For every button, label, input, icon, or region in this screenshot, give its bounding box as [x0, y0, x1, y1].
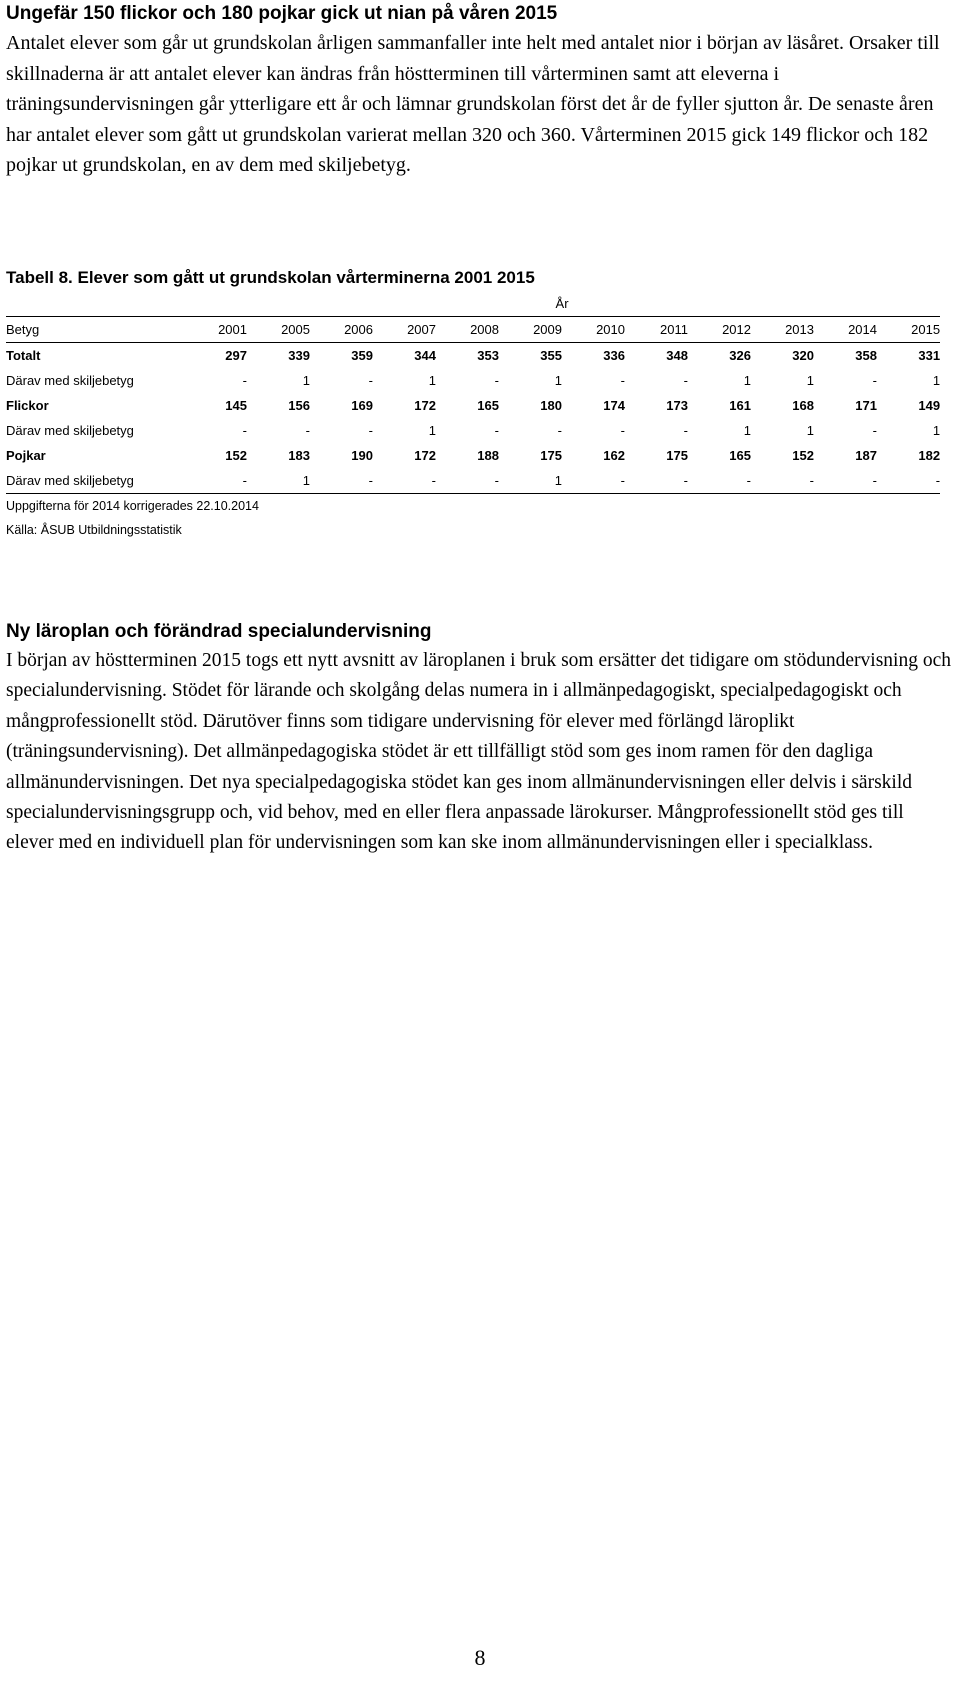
- table-cell: 180: [540, 398, 562, 413]
- table-year-group-label: År: [184, 292, 940, 317]
- table-row-label: Flickor: [6, 398, 49, 413]
- table-year-header: 2005: [247, 317, 310, 343]
- table-cell: 152: [792, 448, 814, 463]
- table-cell: -: [184, 468, 247, 494]
- table-cell: 172: [414, 398, 436, 413]
- table-cell: -: [242, 423, 247, 438]
- table-cell: 297: [225, 348, 247, 363]
- table-cell: -: [872, 423, 877, 438]
- table-cell: -: [872, 373, 877, 388]
- table-year-header: 2009: [499, 317, 562, 343]
- table-cell: 1: [743, 423, 751, 438]
- table-row-total: [6, 343, 940, 369]
- table-year-header: 2011: [625, 317, 688, 343]
- table-cell: -: [562, 468, 625, 494]
- table-cell: 353: [477, 348, 499, 363]
- table-row-skiljebetyg: [6, 368, 940, 393]
- table-cell: -: [305, 423, 310, 438]
- table-cell: 1: [806, 423, 814, 438]
- table-year-header: 2010: [562, 317, 625, 343]
- table-year-header: 2012: [688, 317, 751, 343]
- table-cell: 149: [918, 398, 941, 413]
- table-cell: 168: [792, 398, 814, 413]
- table-cell: 358: [855, 348, 877, 363]
- table-cell: -: [368, 423, 373, 438]
- table-source: Källa: ÅSUB Utbildningsstatistik: [6, 523, 182, 537]
- table-cell: 1: [302, 373, 310, 388]
- table-cell: 1: [428, 423, 436, 438]
- table-cell: 162: [603, 448, 625, 463]
- table-cell: -: [814, 468, 877, 494]
- table-cell: -: [436, 468, 499, 494]
- table-cell: 145: [225, 398, 247, 413]
- table-cell: -: [751, 468, 814, 494]
- table-year-header: 2008: [436, 317, 499, 343]
- table-cell: 175: [666, 448, 688, 463]
- table-year-header: 2015: [877, 317, 940, 343]
- table-row-total: [6, 443, 940, 468]
- table-row-label: Pojkar: [6, 448, 46, 463]
- table-year-group-row: [6, 292, 940, 317]
- table-cell: -: [310, 468, 373, 494]
- table-cell: 156: [288, 398, 310, 413]
- table-cell: 339: [288, 348, 310, 363]
- table-cell: 1: [743, 373, 751, 388]
- table-cell: 1: [932, 423, 941, 438]
- table-cell: 171: [855, 398, 877, 413]
- section-heading-graduates: Ungefär 150 flickor och 180 pojkar gick ut nian på våren 2015: [6, 3, 558, 24]
- table-cell: 169: [351, 398, 373, 413]
- table-cell: -: [620, 423, 625, 438]
- table-row-skiljebetyg: [6, 468, 940, 494]
- table-cell: 187: [855, 448, 877, 463]
- table-cell: 1: [554, 373, 562, 388]
- table-title: Tabell 8. Elever som gått ut grundskolan vårterminerna 2001 2015: [6, 268, 535, 287]
- table-cell: -: [368, 373, 373, 388]
- table-cell: 173: [666, 398, 688, 413]
- table-cell: 161: [729, 398, 751, 413]
- table-cell: 336: [603, 348, 625, 363]
- table-year-header: 2014: [814, 317, 877, 343]
- table-row-skiljebetyg: [6, 418, 940, 443]
- table-header-row: [6, 317, 940, 343]
- table-note: Uppgifterna för 2014 korrigerades 22.10.2014: [6, 499, 259, 513]
- table-cell: 188: [477, 448, 499, 463]
- table-cell: -: [683, 373, 688, 388]
- table-cell: 331: [918, 348, 941, 363]
- table-cell: 1: [806, 373, 814, 388]
- table-corner-cell: [6, 292, 184, 317]
- table-cell: 1: [932, 373, 941, 388]
- table-cell: -: [620, 373, 625, 388]
- table-cell: 174: [603, 398, 625, 413]
- table-cell: -: [625, 468, 688, 494]
- table-body: [6, 343, 940, 494]
- table-cell: 182: [918, 448, 941, 463]
- graduates-table: [6, 292, 940, 542]
- table-cell: 355: [540, 348, 562, 363]
- table-cell: 165: [477, 398, 499, 413]
- table-cell: 348: [666, 348, 688, 363]
- table-cell: 326: [729, 348, 751, 363]
- table-year-header: 2001: [184, 317, 247, 343]
- table-year-header: 2013: [751, 317, 814, 343]
- table-cell: -: [683, 423, 688, 438]
- table-row-total: [6, 393, 940, 418]
- table-cell: 190: [351, 448, 373, 463]
- table-row-label: Därav med skiljebetyg: [6, 373, 134, 388]
- table-cell: 344: [414, 348, 436, 363]
- body-paragraph-curriculum: I början av höstterminen 2015 togs ett nytt avsnitt av läroplanen i bruk som ersätter det tidigare om stödundervisning och specialundervisning. Stödet för lärande och skolgång delas numera in i allmänpedagogiskt, specialpedagogiskt och mångprofessionellt stöd. Därutöver finns som tidigare undervisning för elever med förlängd läroplikt (träningsundervisning). Det allmänpedagogiska stödet är ett tillfälligt stöd som ges inom ramen för den dagliga allmänundervisningen. Det nya specialpedagogiska stödet kan ges inom allmänundervisningen eller delvis i särskild specialundervisningsgrupp och, vid behov, med en eller flera anpassade lärokurser. Mångprofessionellt stöd ges till elever med en individuell plan för undervisningen som kan ske inom allmänundervisningen eller i specialklass.: [6, 650, 952, 854]
- table-row-header-label: Betyg: [6, 317, 184, 343]
- table-cell: 1: [247, 468, 310, 494]
- table-cell: 165: [729, 448, 751, 463]
- table-cell: 183: [288, 448, 310, 463]
- table-cell: 152: [225, 448, 247, 463]
- table-cell: 359: [351, 348, 373, 363]
- table-cell: -: [557, 423, 562, 438]
- table-cell: 172: [414, 448, 436, 463]
- table-cell: 1: [499, 468, 562, 494]
- table-cell: 1: [428, 373, 436, 388]
- table-cell: 175: [540, 448, 562, 463]
- table-cell: -: [877, 468, 940, 494]
- table-row-label: Totalt: [6, 348, 41, 363]
- body-paragraph-graduates: Antalet elever som går ut grundskolan årligen sammanfaller inte helt med antalet nior i början av läsåret. Orsaker till skillnaderna är att antalet elever kan ändras från höstterminen till vårterminen samt att eleverna i träningsundervisningen går ytterligare ett år och lämnar grundskolan först det år de fyller sjutton år. De senaste åren har antalet elever som gått ut grundskolan varierat mellan 320 och 360. Vårterminen 2015 gick 149 flickor och 182 pojkar ut grundskolan, en av dem med skiljebetyg.: [6, 32, 940, 177]
- table-cell: 320: [792, 348, 814, 363]
- table-cell: -: [688, 468, 751, 494]
- table-row-label: Därav med skiljebetyg: [6, 423, 134, 438]
- table-cell: -: [494, 373, 499, 388]
- table-row-label: Därav med skiljebetyg: [6, 468, 184, 494]
- table-cell: -: [242, 373, 247, 388]
- table-year-header: 2006: [310, 317, 373, 343]
- table-cell: -: [373, 468, 436, 494]
- page-number: 8: [474, 1645, 486, 1670]
- table-cell: -: [494, 423, 499, 438]
- section-heading-curriculum: Ny läroplan och förändrad specialundervisning: [6, 621, 432, 642]
- table-year-header: 2007: [373, 317, 436, 343]
